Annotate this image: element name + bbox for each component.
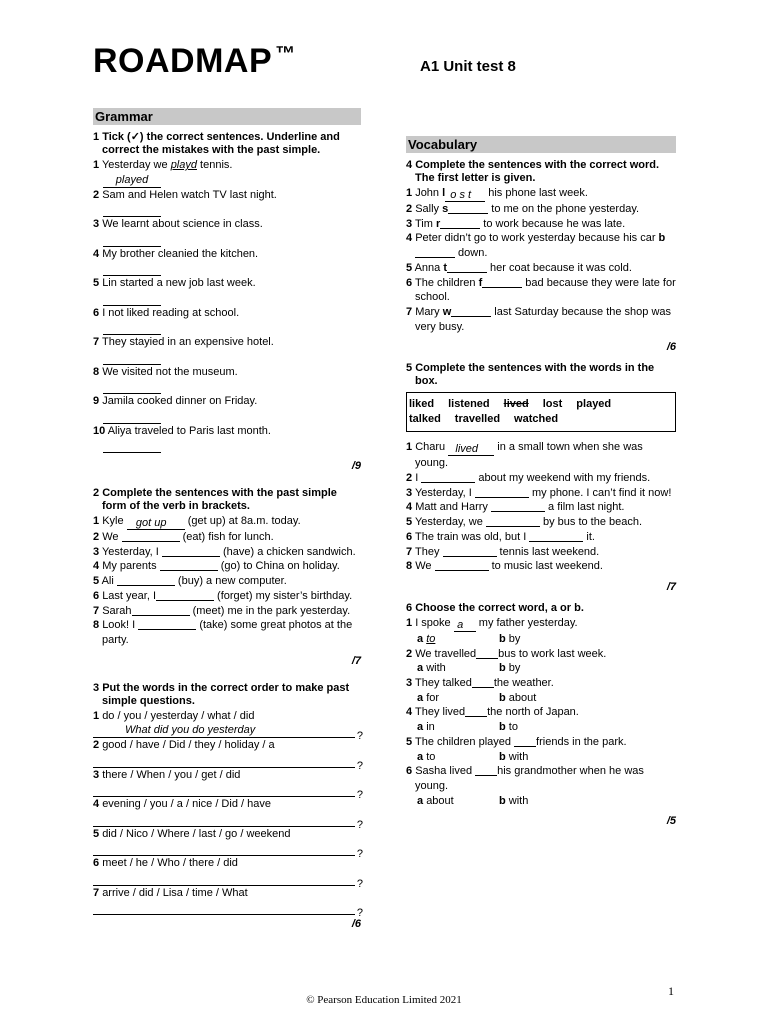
item-text: Yesterday, we [414,516,486,529]
item-number: 6 [406,276,413,289]
answer-blank[interactable]: a [454,620,476,632]
question-1-item [93,247,361,277]
answer-field[interactable] [103,291,161,306]
item-number: 4 [93,247,100,260]
option-text: about [508,691,537,704]
item-text: (get up) at 8a.m. today. [184,515,301,527]
item-text: (take) some great photos at the party. [102,619,353,646]
option-label: a [417,750,424,763]
option-label: b [499,691,506,704]
item-words: arrive / did / Lisa / time / What [102,886,248,899]
score-q4: /6 [666,341,676,354]
answer-blank[interactable] [475,486,529,498]
item-text: by bus to the beach. [539,516,643,529]
question-3-item [93,709,363,743]
item-text: the north of Japan. [487,706,579,719]
answer-blank[interactable] [514,735,536,747]
box-word: talked [409,413,441,426]
item-number: 2 [406,472,413,485]
question-2-item [93,574,361,589]
item-number: 5 [406,261,413,274]
unit-title: A1 Unit test 8 [420,58,516,75]
question-6-item [406,676,676,705]
item-text: Tim [414,217,436,230]
item-text: his phone last week. [485,187,588,199]
answer-blank[interactable] [415,246,455,258]
first-letter: t [443,261,447,274]
first-letter: b [658,232,666,245]
question-6-item [406,647,676,676]
question-5-item [406,515,676,530]
item-text: Anna [414,261,444,274]
answer-blank[interactable] [451,305,491,317]
item-text: bus to work last week. [498,647,607,660]
answer-field[interactable] [103,202,161,217]
item-number: 9 [93,395,100,407]
item-number: 5 [93,277,100,289]
item-text: Sam and Helen watch TV last night. [102,188,277,201]
question-2-item [93,589,361,604]
item-text: They talked [414,677,472,690]
answer-field[interactable] [93,753,363,772]
question-3-item [93,797,363,831]
answer-blank[interactable] [122,530,180,542]
question-2-item [93,559,361,574]
section-heading-grammar: Grammar [93,108,361,125]
option-text: for [426,691,440,704]
answer-blank[interactable] [443,545,497,557]
score-q6: /5 [666,815,676,828]
score-q3: /6 [351,918,361,931]
question-4-item [406,202,676,217]
question-1-item [93,188,361,218]
item-text: John [415,187,443,199]
option-a[interactable] [417,750,499,765]
question-5-instruction: 5 Complete the sentences with the words in the box. [406,362,655,388]
item-text: Last year, I [102,589,156,602]
item-words: meet / he / Who / there / did [102,857,238,870]
item-text: They stayied in an expensive hotel. [101,336,274,348]
question-1-example: 1 Yesterday we playd tennis. played [93,159,233,186]
answer-blank[interactable] [486,515,540,527]
answer-blank[interactable] [132,604,190,616]
option-label: b [499,662,506,675]
option-b[interactable] [499,794,528,809]
answer-field[interactable] [93,871,363,890]
answer-field[interactable] [103,320,161,335]
item-number: 7 [93,604,100,617]
answer-field[interactable] [93,900,363,920]
question-4-item [406,305,676,334]
item-number: 10 [93,424,106,437]
question-5-item [406,500,676,515]
question-1-item [93,217,361,247]
item-text: Jamila cooked dinner on Friday. [102,395,258,407]
question-3-item [93,768,363,802]
question-2-item [93,604,361,619]
question-mark: ? [356,877,363,890]
item-number: 4 [406,501,413,514]
item-text: My parents [102,560,160,573]
item-text: Sasha lived [415,765,476,778]
question-4-item [406,217,676,232]
item-text: about my weekend with my friends. [475,472,651,485]
item-text: (go) to China on holiday. [217,560,340,573]
question-4-item [406,231,676,260]
item-words: there / When / you / get / did [102,768,241,781]
box-word: liked [409,398,435,411]
question-3-item [93,856,363,890]
option-text: to [508,721,518,734]
item-number: 6 [93,306,100,319]
option-b[interactable] [499,750,528,765]
question-5-item [406,440,676,471]
item-text: his grandmother when he was young. [415,765,644,792]
item-number: 5 [406,735,413,748]
example-answer: What did you do yesterday [125,724,256,737]
option-a[interactable] [417,720,499,735]
item-text: in a small town when she was young. [415,441,643,470]
option-a[interactable] [417,632,499,647]
item-text: My brother cleanied the kitchen. [102,247,259,260]
option-label: b [499,721,506,734]
question-3-instruction: 3 Put the words in the correct order to make past simple questions. [93,681,350,707]
question-3-item [93,738,363,772]
item-text: to work because he was late. [480,217,626,230]
copyright-footer: © Pearson Education Limited 2021 [306,994,462,1006]
answer-options [406,720,676,735]
answer-blank[interactable] [475,764,497,776]
item-text: We travelled [415,647,477,660]
item-number: 1 [406,616,413,629]
item-text: I [415,472,422,485]
item-text: Kyle [102,515,127,527]
item-number: 7 [93,336,100,348]
item-number: 7 [406,545,413,558]
option-b[interactable] [499,661,520,676]
question-1-instruction: 1 Tick (✓) the correct sentences. Underline and correct the mistakes with the past simple. [93,131,340,156]
first-letter: f [478,276,483,289]
item-words: good / have / Did / they / holiday / a [102,739,275,752]
item-text: Lin started a new job last week. [102,277,256,289]
item-text: Yesterday, I [414,486,475,499]
item-text: tennis last weekend. [496,545,600,558]
question-6-item [406,705,676,734]
item-text: We learnt about science in class. [102,218,263,230]
vocabulary-column [406,136,676,828]
item-text: Ali [101,575,117,588]
answer-field[interactable] [93,812,363,831]
question-1-item [93,276,361,306]
item-number: 3 [93,218,100,230]
item-text: (buy) a new computer. [174,575,287,588]
item-text: (have) a chicken sandwich. [219,545,356,558]
item-number: 5 [406,516,413,529]
answer-blank[interactable] [529,530,583,542]
grammar-column [93,108,361,931]
question-4-instruction: 4 Complete the sentences with the correct word. The first letter is given. [406,159,660,184]
item-text: Sally [415,203,443,215]
item-text: friends in the park. [536,735,627,748]
question-mark: ? [356,759,363,772]
option-text: in [426,721,435,734]
item-number: 5 [93,827,100,840]
answer-blank[interactable]: lived [448,444,494,456]
box-word: travelled [454,413,501,426]
option-label: a [417,662,424,675]
question-4-item [406,276,676,305]
answer-field[interactable]: played [103,173,161,188]
item-text: I spoke [415,616,454,629]
item-number: 1 [93,709,100,722]
answer-blank[interactable]: o s t [445,190,485,202]
item-number: 4 [93,798,100,811]
item-words: evening / you / a / nice / Did / have [102,798,271,811]
item-text: Aliya traveled to Paris last month. [107,424,271,437]
item-number: 1 [93,515,100,527]
option-text: with [508,750,529,763]
question-1-item [93,394,361,424]
option-label: b [499,632,506,645]
item-text: Mary [415,305,443,318]
item-words: do / you / yesterday / what / did [102,709,255,722]
question-mark: ? [356,789,363,802]
item-text: Matt and Harry [415,501,491,514]
item-text: We visited not the museum. [102,365,238,378]
answer-blank[interactable] [482,276,522,288]
answer-blank[interactable] [472,676,494,688]
item-text: Peter didn’t go to work yesterday because his car [415,232,659,245]
item-number: 2 [93,188,100,201]
item-text: my father yesterday. [475,616,578,629]
option-a[interactable] [417,794,499,809]
answer-blank[interactable] [447,261,487,273]
answer-blank[interactable] [117,574,175,586]
item-number: 6 [93,589,100,602]
first-letter: l [442,187,446,199]
brand-logo: ROADMAP ™ [93,42,296,80]
question-1-item [93,335,361,365]
box-word: listened [448,398,490,411]
answer-field[interactable] [103,379,161,394]
item-text: They lived [414,706,466,719]
item-text: We [102,531,122,543]
answer-options [406,661,676,676]
item-number: 2 [406,647,413,660]
item-text: my phone. I can’t find it now! [528,486,672,499]
first-letter: r [435,217,441,230]
option-text: about [426,794,454,807]
item-number: 3 [93,545,100,558]
answer-field[interactable] [103,438,161,453]
item-text: last Saturday because the shop was very busy. [415,305,672,333]
item-text: her coat because it was cold. [487,261,632,274]
option-b[interactable] [499,632,520,647]
item-text: a film last night. [545,501,625,514]
question-2-item [93,545,361,560]
item-number: 4 [93,560,100,573]
answer-options [406,691,676,706]
answer-blank[interactable] [448,202,488,214]
option-text: by [508,632,521,645]
answer-blank[interactable] [435,559,489,571]
option-b[interactable] [499,691,536,706]
question-2-item [93,618,361,647]
item-number: 1 [406,441,413,454]
answer-blank[interactable] [156,589,214,601]
option-text: to [426,632,436,645]
item-text: it. [583,530,595,543]
item-text: (meet) me in the park yesterday. [189,604,351,617]
question-5-item [406,559,676,574]
item-text: The children [414,276,479,289]
answer-options [406,794,676,809]
item-number: 4 [406,706,413,719]
question-3-item [93,886,363,920]
question-3-item [93,827,363,861]
answer-field[interactable] [93,723,363,743]
option-b[interactable] [499,720,518,735]
item-words: did / Nico / Where / last / go / weekend [102,827,291,840]
box-word: played [576,398,612,411]
item-text: The children played [414,735,515,748]
question-5-item [406,530,676,545]
answer-blank[interactable] [160,559,218,571]
question-5-item [406,545,676,560]
option-a[interactable] [417,691,499,706]
answer-blank[interactable] [138,618,196,630]
answer-field[interactable] [93,782,363,802]
first-letter: w [442,305,452,318]
page-number: 1 [668,984,674,998]
item-text: bad because they were late for school. [415,276,676,304]
question-2-item [93,514,361,530]
item-number: 4 [406,232,413,245]
answer-field[interactable] [103,261,161,276]
option-label: b [499,750,506,763]
option-a[interactable] [417,661,499,676]
question-1-item [93,424,361,454]
question-mark: ? [356,818,363,831]
first-letter: s [442,203,449,215]
score-q5: /7 [666,580,676,593]
box-word: lost [542,398,563,411]
item-number: 6 [93,857,100,870]
option-text: by [508,662,521,675]
item-number: 6 [406,765,413,778]
item-text: Sarah [102,604,132,617]
answer-blank[interactable] [421,471,475,483]
item-number: 5 [93,575,100,588]
answer-blank[interactable]: got up [127,518,185,530]
question-mark: ? [356,907,363,920]
score-q1: /9 [351,460,361,472]
question-mark: ? [356,848,363,861]
answer-blank[interactable] [465,705,487,717]
item-text: We [415,560,435,573]
item-text: I not liked reading at school. [102,306,240,319]
item-text: to music last weekend. [488,560,603,573]
option-text: to [426,750,436,763]
box-word: watched [514,413,559,426]
item-text: (eat) fish for lunch. [179,531,274,543]
answer-blank[interactable] [491,500,545,512]
item-number: 8 [93,619,100,632]
question-1-item [93,365,361,395]
answer-blank[interactable] [162,545,220,557]
item-text: Yesterday, I [101,545,162,558]
answer-field[interactable] [103,350,161,365]
answer-field[interactable] [103,232,161,247]
option-text: with [508,794,529,807]
option-label: b [499,794,506,807]
question-2-item [93,530,361,545]
item-number: 6 [406,530,413,543]
item-number: 8 [93,365,100,378]
question-6-item [406,616,676,647]
item-number: 1 [406,187,413,199]
section-heading-vocabulary: Vocabulary [406,136,676,153]
answer-options [406,632,676,647]
item-number: 3 [93,768,100,781]
item-number: 8 [406,560,413,573]
question-5-item [406,471,676,486]
question-6-instruction: 6 Choose the correct word, a or b. [406,601,584,614]
question-4-item [406,261,676,276]
option-label: a [417,632,424,645]
question-6-item [406,764,676,808]
box-word: lived [503,398,529,411]
item-number: 2 [406,203,413,215]
score-q2: /7 [351,654,361,667]
item-text: They [414,545,443,558]
item-number: 3 [406,677,413,690]
question-4-item [406,186,676,202]
question-1-item [93,306,361,336]
question-mark: ? [356,730,363,743]
item-text: Look! I [102,619,139,632]
item-text: the weather. [493,677,554,690]
option-label: a [417,721,424,734]
item-text: (forget) my sister’s birthday. [214,589,353,602]
option-label: a [417,691,424,704]
item-text: Charu [415,441,449,454]
answer-field[interactable] [93,841,363,861]
question-6-item [406,735,676,764]
option-text: with [426,662,446,675]
item-number: 7 [406,305,413,318]
item-text: down. [455,247,488,260]
question-2-instruction: 2 Complete the sentences with the past simple form of the verb in brackets. [93,487,337,512]
question-5-item [406,486,676,501]
item-number: 7 [93,886,100,899]
answer-blank[interactable] [440,217,480,229]
item-number: 2 [93,739,100,752]
item-number: 3 [406,486,413,499]
word-box [406,392,676,432]
item-text: to me on the phone yesterday. [488,203,640,215]
answer-blank[interactable] [476,647,498,659]
item-number: 3 [406,217,413,230]
answer-options [406,750,676,765]
answer-field[interactable] [103,409,161,424]
item-text: The train was old, but I [414,530,530,543]
item-number: 2 [93,531,100,543]
option-label: a [417,794,424,807]
